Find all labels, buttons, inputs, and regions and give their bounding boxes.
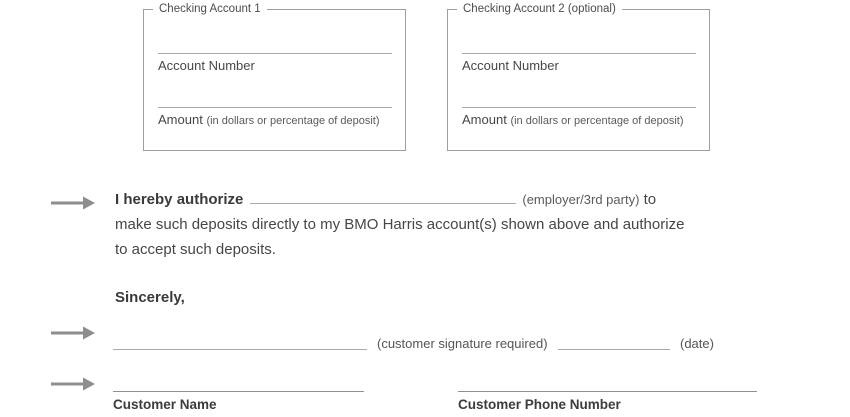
customer-phone-input-line[interactable] (458, 391, 757, 392)
signature-note: (customer signature required) (377, 336, 548, 351)
amount-2-label: Amount (in dollars or percentage of deposit) (462, 112, 684, 127)
account-number-1-input-line[interactable] (158, 53, 392, 54)
authorization-line-2: make such deposits directly to my BMO Harris account(s) shown above and authorize (115, 216, 685, 233)
customer-phone-label: Customer Phone Number (458, 397, 621, 412)
amount-1-input-line[interactable] (158, 107, 392, 108)
authorization-line-3: to accept such deposits. (115, 241, 276, 258)
checking-account-2-legend: Checking Account 2 (optional) (457, 3, 622, 15)
right-arrow-icon (50, 376, 96, 392)
customer-name-input-line[interactable] (113, 391, 364, 392)
checking-account-1-legend: Checking Account 1 (153, 3, 267, 15)
authorization-lead: I hereby authorize (115, 191, 244, 208)
employer-blank-input-line[interactable] (250, 189, 516, 204)
amount-1-note: (in dollars or percentage of deposit) (206, 115, 380, 127)
authorization-paragraph (115, 187, 715, 262)
amount-2-note: (in dollars or percentage of deposit) (510, 115, 684, 127)
authorization-line-1 (115, 187, 715, 212)
account-number-2-input-line[interactable] (462, 53, 696, 54)
customer-name-label: Customer Name (113, 397, 217, 412)
amount-1-label: Amount (in dollars or percentage of deposit) (158, 112, 380, 127)
employer-note: (employer/3rd party) (522, 192, 640, 207)
account-number-2-label: Account Number (462, 58, 559, 73)
right-arrow-icon (50, 195, 96, 211)
date-note: (date) (680, 336, 714, 351)
customer-signature-input-line[interactable] (113, 349, 367, 350)
date-input-line[interactable] (558, 349, 670, 350)
checking-account-1-box (143, 3, 406, 151)
sincerely-text: Sincerely, (115, 289, 185, 306)
account-number-1-label: Account Number (158, 58, 255, 73)
authorization-after-blank: to (643, 191, 657, 208)
right-arrow-icon (50, 325, 96, 341)
amount-2-input-line[interactable] (462, 107, 696, 108)
checking-account-2-box (447, 3, 710, 151)
